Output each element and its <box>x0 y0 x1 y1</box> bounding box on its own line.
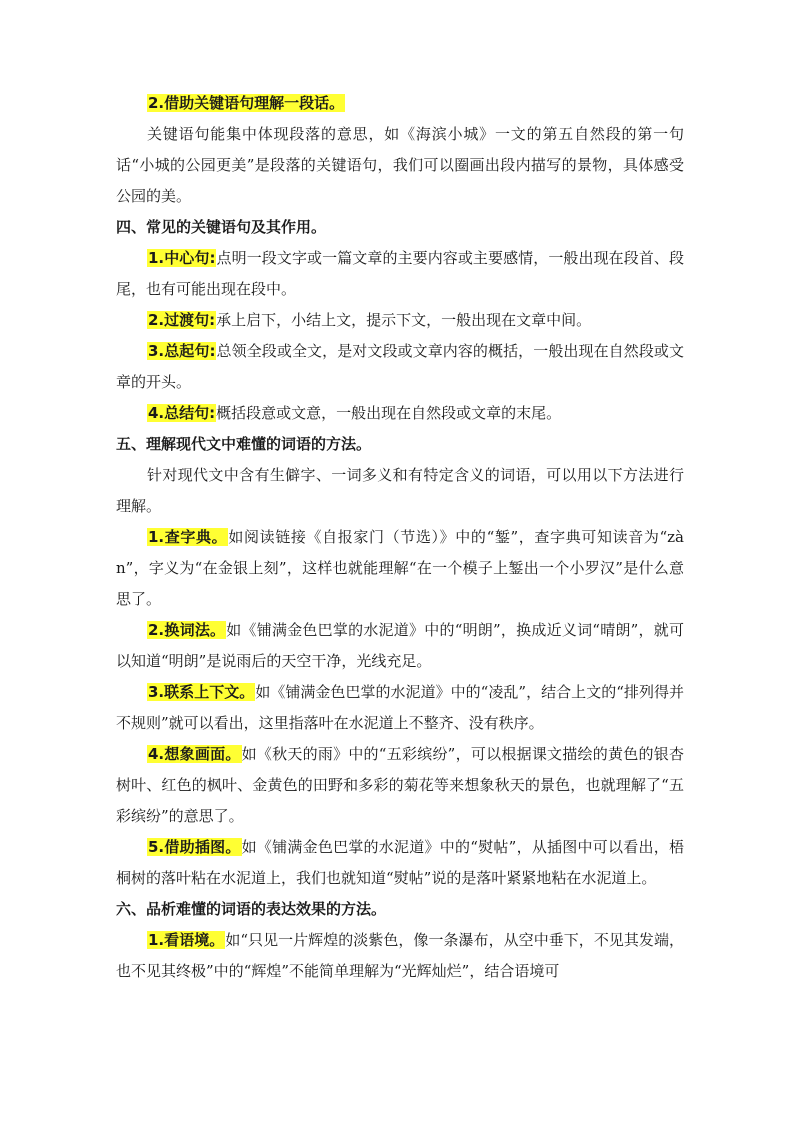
paragraph <box>116 88 684 119</box>
paragraph-text: 概括段意或文意，一般出现在自然段或文章的末尾。 <box>216 404 562 422</box>
highlighted-label: 2.换词法。 <box>148 621 226 639</box>
highlighted-label: 2.借助关键语句理解一段话。 <box>148 94 345 112</box>
section-heading: 五、理解现代文中难懂的词语的方法。 <box>116 435 372 453</box>
section-heading: 六、品析难懂的词语的表达效果的方法。 <box>116 900 387 918</box>
document-body <box>116 88 684 987</box>
paragraph <box>116 615 684 677</box>
paragraph-text: 如《铺满金色巴掌的水泥道》中的“熨帖”，从插图中可以看出，梧桐树的落叶粘在水泥道上，我们也就知道“熨帖”说的是落叶紧紧地粘在水泥道上。 <box>116 838 685 887</box>
highlighted-label: 1.查字典。 <box>148 528 228 546</box>
highlighted-label: 3.联系上下文。 <box>148 683 255 701</box>
paragraph <box>116 305 684 336</box>
paragraph-text: 如《秋天的雨》中的“五彩缤纷”，可以根据课文描绘的黄色的银杏树叶、红色的枫叶、金黄色的田野和多彩的菊花等来想象秋天的景色，也就理解了“五彩缤纷”的意思了。 <box>116 745 685 825</box>
paragraph <box>116 925 684 987</box>
paragraph <box>116 398 684 429</box>
highlighted-label: 4.总结句: <box>148 404 216 422</box>
paragraph <box>116 739 684 832</box>
highlighted-label: 1.看语境。 <box>148 931 225 949</box>
paragraph-text: 如阅读链接《自报家门（节选）》中的“錾”，查字典可知读音为“zàn”，字义为“在金银上刻”，这样也就能理解“在一个模子上錾出一个小罗汉”是什么意思了。 <box>116 528 685 608</box>
paragraph: 关键语句能集中体现段落的意思，如《海滨小城》一文的第五自然段的第一句话“小城的公园更美”是段落的关键语句，我们可以圈画出段内描写的景物，具体感受公园的美。 <box>116 125 684 205</box>
paragraph-text: 如《铺满金色巴掌的水泥道》中的“凌乱”，结合上文的“排列得并不规则”就可以看出，这里指落叶在水泥道上不整齐、没有秩序。 <box>116 683 685 732</box>
paragraph-text: 承上启下，小结上文，提示下文，一般出现在文章中间。 <box>216 311 592 329</box>
paragraph <box>116 677 684 739</box>
paragraph <box>116 336 684 398</box>
section-heading: 四、常见的关键语句及其作用。 <box>116 218 327 236</box>
highlighted-label: 5.借助插图。 <box>148 838 241 856</box>
paragraph <box>116 832 684 894</box>
paragraph <box>116 522 684 615</box>
paragraph-text: 点明一段文字或一篇文章的主要内容或主要感情，一般出现在段首、段尾，也有可能出现在段中。 <box>116 249 684 298</box>
paragraph-text: 总领全段或全文，是对文段或文章内容的概括，一般出现在自然段或文章的开头。 <box>116 342 684 391</box>
paragraph: 针对现代文中含有生僻字、一词多义和有特定含义的词语，可以用以下方法进行理解。 <box>116 466 684 515</box>
highlighted-label: 4.想象画面。 <box>148 745 241 763</box>
highlighted-label: 2.过渡句: <box>148 311 216 329</box>
highlighted-label: 1.中心句: <box>148 249 216 267</box>
highlighted-label: 3.总起句: <box>148 342 216 360</box>
paragraph-text: 如《铺满金色巴掌的水泥道》中的“明朗”，换成近义词“晴朗”，就可以知道“明朗”是说雨后的天空干净，光线充足。 <box>116 621 684 670</box>
paragraph <box>116 243 684 305</box>
paragraph-text: 如“只见一片辉煌的淡紫色，像一条瀑布，从空中垂下，不见其发端，也不见其终极”中的“辉煌”不能简单理解为“光辉灿烂”，结合语境可 <box>116 931 685 980</box>
